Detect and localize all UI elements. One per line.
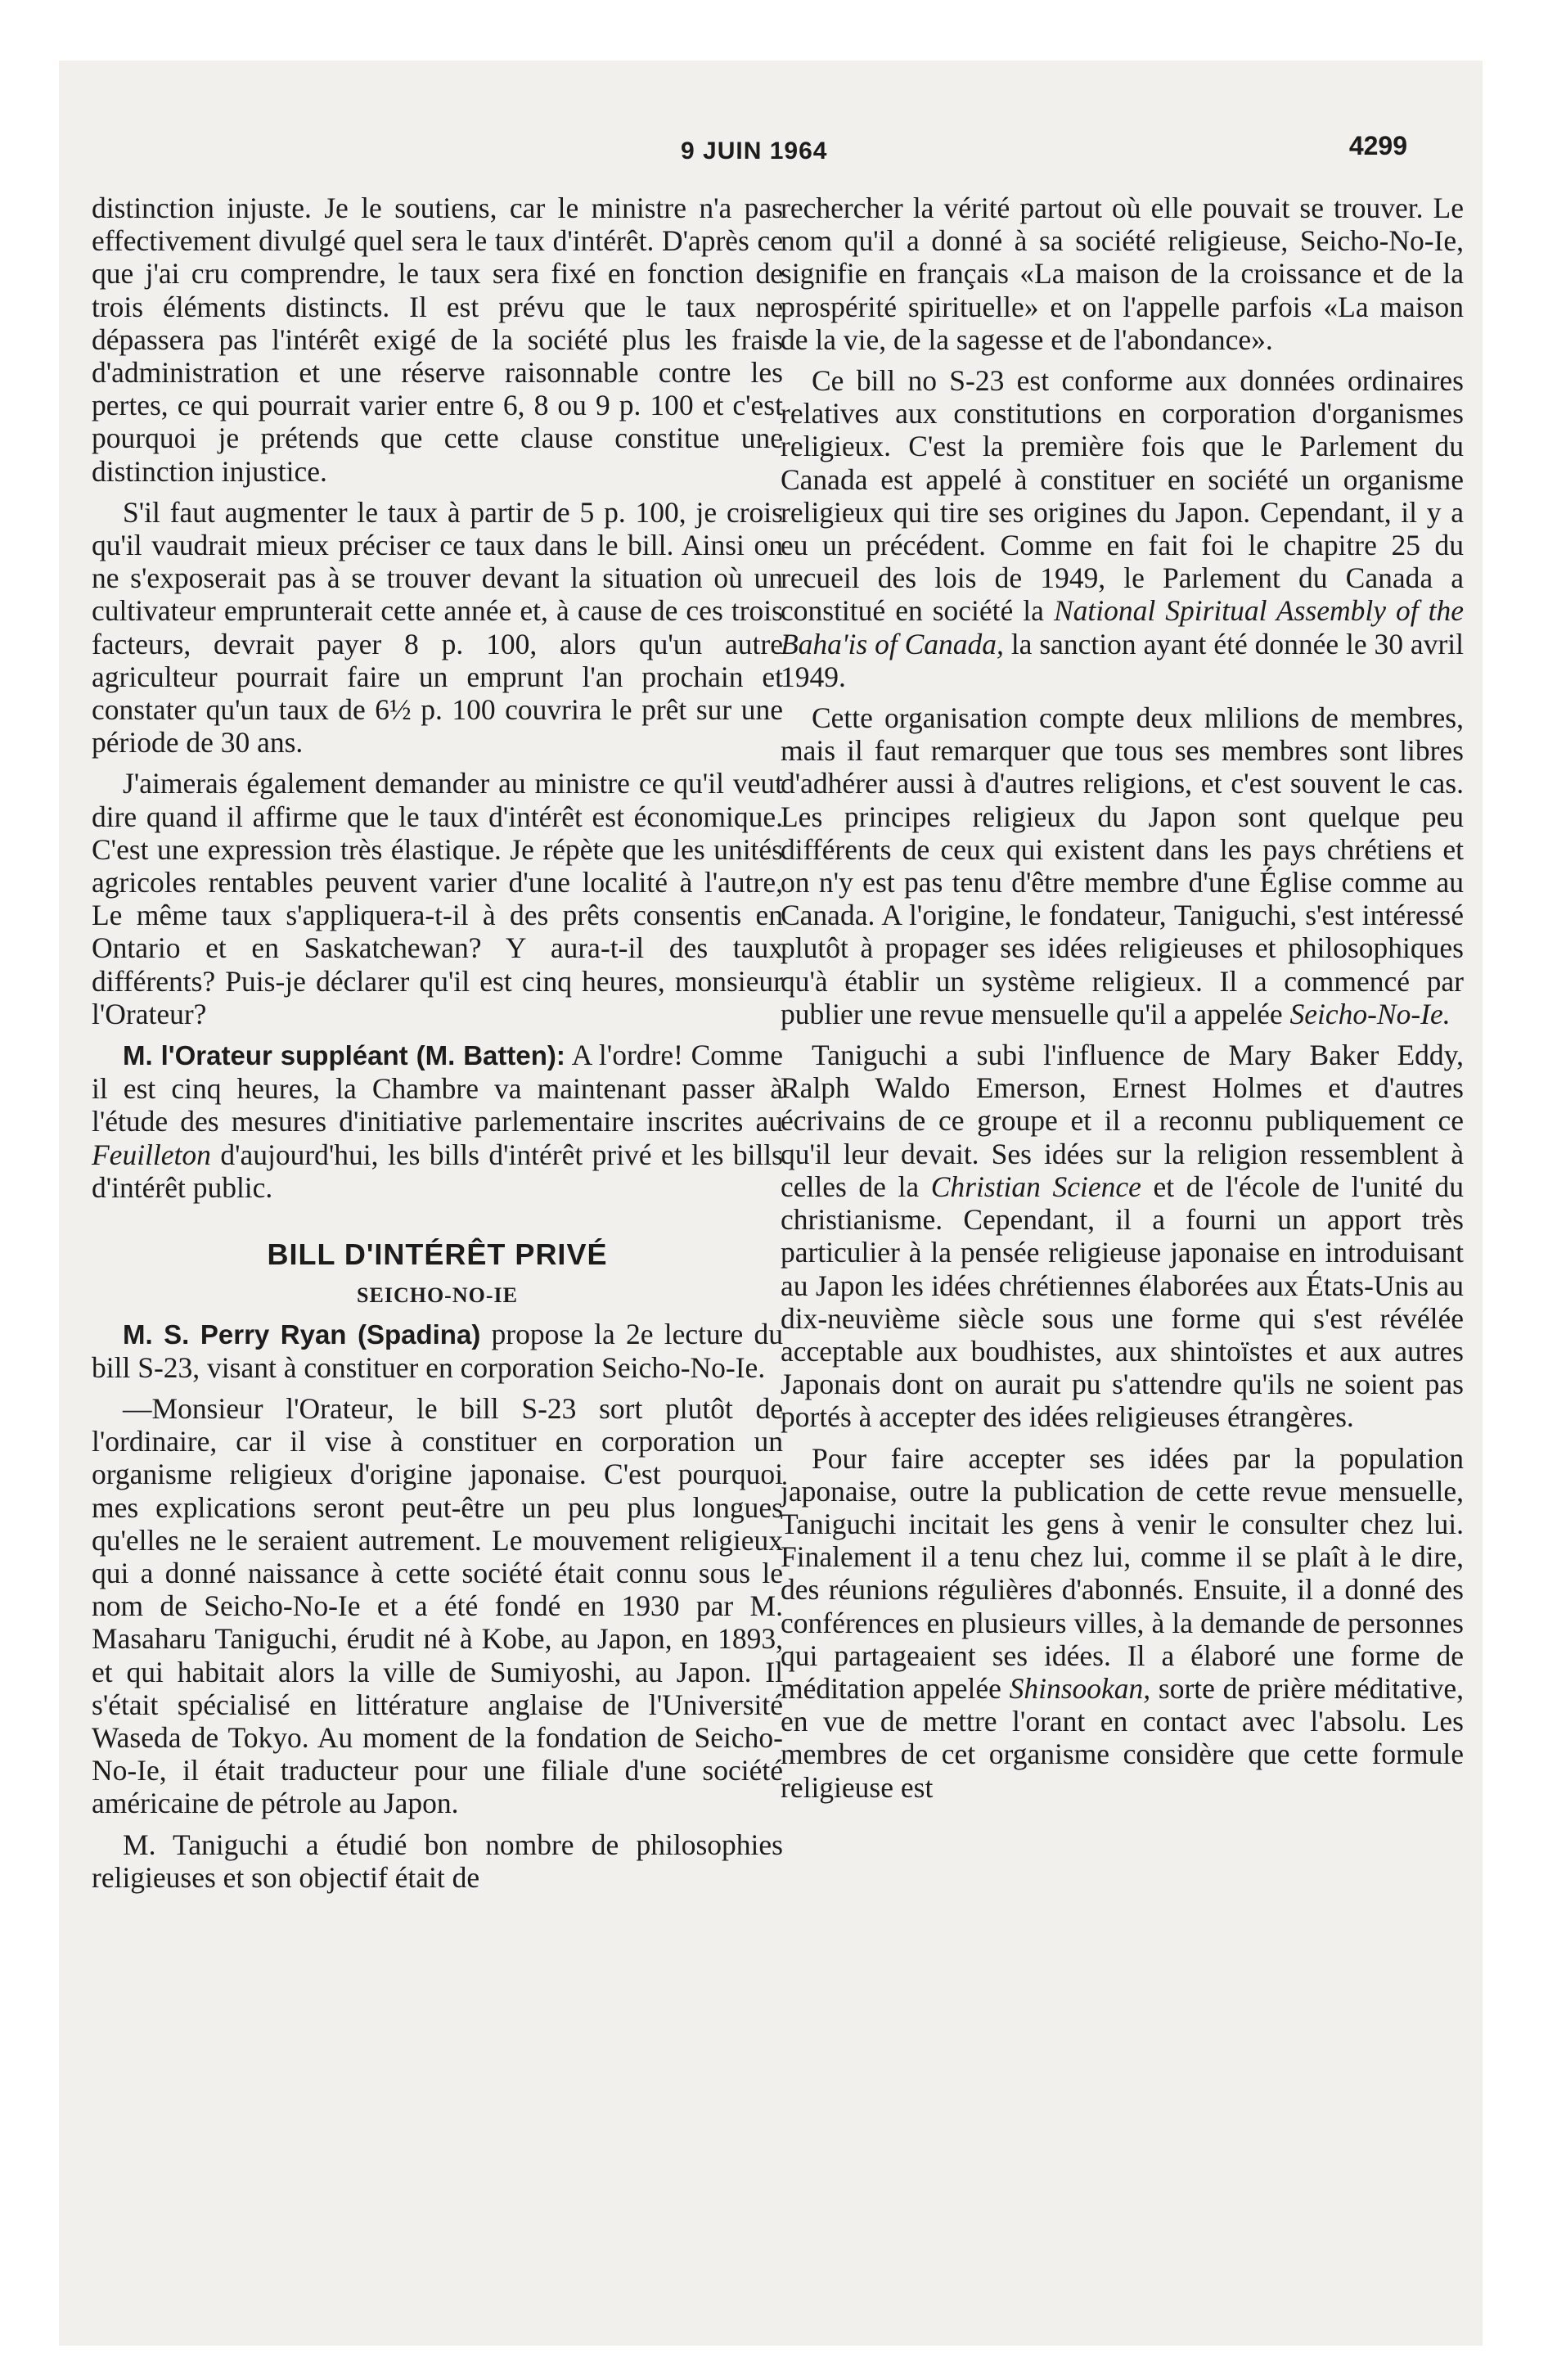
paragraph: S'il faut augmenter le taux à partir de 5 p. 100, je crois qu'il vaudrait mieux préciser ce taux dans le bill. Ainsi on ne s'exposerait pas à se trouver devant la situation où un cultivateur emprunterait cette année et, à cause de ces trois facteurs, devrait payer 8 p. 100, alors qu'un autre agriculteur pourrait faire un emprunt l'an prochain et constater qu'un taux de 6½ p. 100 couvrira le prêt sur une période de 30 ans.: [92, 495, 783, 760]
paragraph: [781, 1442, 1464, 1804]
left-column: [92, 192, 783, 1894]
italic-text: Seicho-No-Ie.: [1289, 997, 1451, 1030]
paragraph-text: et de l'école de l'unité du christianisme. Cependant, il a fourni un apport très particulier à la pensée religieuse japonaise en introduisant au Japon les idées chrétiennes élaborées aux États-Unis au dix-neuvième siècle sous une forme qui s'est révélée acceptable aux boudhistes, aux shintoïstes et aux autres Japonais dont on aurait pu s'attendre qu'ils ne soient pas portés à accepter des idées religieuses étrangères.: [781, 1170, 1464, 1434]
paragraph-text: A l'ordre! Comme il est cinq heures, la Chambre va maintenant passer à l'étude des mesures d'initiative parlementaire inscrites au: [92, 1039, 783, 1138]
paragraph: [92, 1318, 783, 1384]
subsection-title: SEICHO-NO-IE: [357, 1283, 518, 1308]
italic-text: Shinsookan,: [1009, 1671, 1151, 1705]
italic-text: Christian Science: [930, 1170, 1141, 1203]
paragraph: [781, 1039, 1464, 1433]
page: [59, 61, 1483, 2346]
paragraph-text: Ce bill no S-23 est conforme aux données ordinaires relatives aux constitutions en corporation d'organismes religieux. C'est la première fois que le Parlement du Canada est appelé à constituer en société un organisme religieux qui tire ses origines du Japon. Cependant, il y a eu un précédent. Comme en fait foi le chapitre 25 du recueil des lois de 1949, le Parlement du Canada a constitué en société la: [781, 364, 1464, 628]
speaker-name: M. S. Perry Ryan (Spadina): [123, 1318, 481, 1350]
paragraph-text: d'aujourd'hui, les bills d'intérêt privé et les bills d'intérêt public.: [92, 1138, 783, 1204]
paragraph-text: la sanction ayant été donnée le 30 avril 1949.: [781, 627, 1464, 693]
paragraph-text: propose la 2e lecture du bill S-23, visant à constituer en corporation Seicho-No-Ie.: [92, 1317, 783, 1384]
paragraph: [781, 364, 1464, 693]
page-number: 4299: [1348, 131, 1407, 160]
paragraph-text: Pour faire accepter ses idées par la population japonaise, outre la publication de cette revue mensuelle, Taniguchi incitait les gens à venir le consulter chez lui. Finalement il a tenu chez lui, comme il se plaît à le dire, des réunions régulières d'abonnés. Ensuite, il a donné des conférences en plusieurs villes, à la demande de personnes qui partageaient ses idées. Il a élaboré une forme de méditation appelée: [781, 1441, 1464, 1705]
section-title: BILL D'INTÉRÊT PRIVÉ: [267, 1237, 608, 1272]
paragraph: J'aimerais également demander au ministre ce qu'il veut dire quand il affirme que le taux d'intérêt est économique. C'est une expression très élastique. Je répète que les unités agricoles rentables peuvent varier d'une localité à l'autre, Le même taux s'appliquera-t-il à des prêts consentis en Ontario et en Saskatchewan? Y aura-t-il des taux différents? Puis-je déclarer qu'il est cinq heures, monsieur l'Orateur?: [92, 767, 783, 1030]
paragraph-text: sorte de prière méditative, en vue de mettre l'orant en contact avec l'absolu. Les membres de cet organisme considère que cette formule religieuse est: [781, 1671, 1464, 1804]
paragraph-text: Cette organisation compte deux mlilions de membres, mais il faut remarquer que tous ses membres sont libres d'adhérer aussi à d'autres religions, et c'est souvent le cas. Les principes religieux du Japon sont quelque peu différents de ceux qui existent dans les pays chrétiens et on n'y est pas tenu d'être membre d'une Église comme au Canada. A l'origine, le fondateur, Taniguchi, s'est intéressé plutôt à propager ses idées religieuses et philosophiques qu'à établir un système religieux. Il a commencé par publier une revue mensuelle qu'il a appelée: [781, 701, 1464, 1030]
speaker-name: M. l'Orateur suppléant (M. Batten):: [123, 1040, 565, 1071]
paragraph: M. Taniguchi a étudié bon nombre de philosophies religieuses et son objectif était de: [92, 1828, 783, 1894]
page-date: 9 JUIN 1964: [681, 137, 828, 165]
paragraph-text: Taniguchi a subi l'influence de Mary Baker Eddy, Ralph Waldo Emerson, Ernest Holmes et d'autres écrivains de ce groupe et il a reconnu publiquement ce qu'il leur devait. Ses idées sur la religion ressemblent à celles de la: [781, 1039, 1464, 1203]
italic-text: Feuilleton: [92, 1138, 211, 1171]
paragraph: [92, 1039, 783, 1204]
paragraph: —Monsieur l'Orateur, le bill S-23 sort plutôt de l'ordinaire, car il vise à constituer en corporation un organisme religieux d'origine japonaise. C'est pourquoi mes explications seront peut-être un peu plus longues qu'elles ne le seraient autrement. Le mouvement religieux qui a donné naissance à cette société était connu sous le nom de Seicho-No-Ie et a été fondé en 1930 par M. Masaharu Taniguchi, érudit né à Kobe, au Japon, en 1893, et qui habitait alors la ville de Sumiyoshi, au Japon. Il s'était spécialisé en littérature anglaise de l'Université Waseda de Tokyo. Au moment de la fondation de Seicho-No-Ie, il était traducteur pour une filiale d'une société américaine de pétrole au Japon.: [92, 1391, 783, 1820]
paragraph: [781, 701, 1464, 1030]
right-column: [781, 192, 1464, 1804]
paragraph: rechercher la vérité partout où elle pouvait se trouver. Le nom qu'il a donné à sa société religieuse, Seicho-No-Ie, signifie en français «La maison de la croissance et de la prospérité spirituelle» et on l'appelle parfois «La maison de la vie, de la sagesse et de l'abondance».: [781, 192, 1464, 356]
paragraph: distinction injuste. Je le soutiens, car le ministre n'a pas effectivement divulgé quel sera le taux d'intérêt. D'après ce que j'ai cru comprendre, le taux sera fixé en fonction de trois éléments distincts. Il est prévu que le taux ne dépassera pas l'intérêt exigé de la société plus les frais d'administration et une réserve raisonnable contre les pertes, ce qui pourrait varier entre 6, 8 ou 9 p. 100 et c'est pourquoi je prétends que cette clause constitue une distinction injustice.: [92, 192, 783, 488]
italic-text: National Spiritual Assembly of the Baha'is of Canada,: [781, 594, 1464, 660]
